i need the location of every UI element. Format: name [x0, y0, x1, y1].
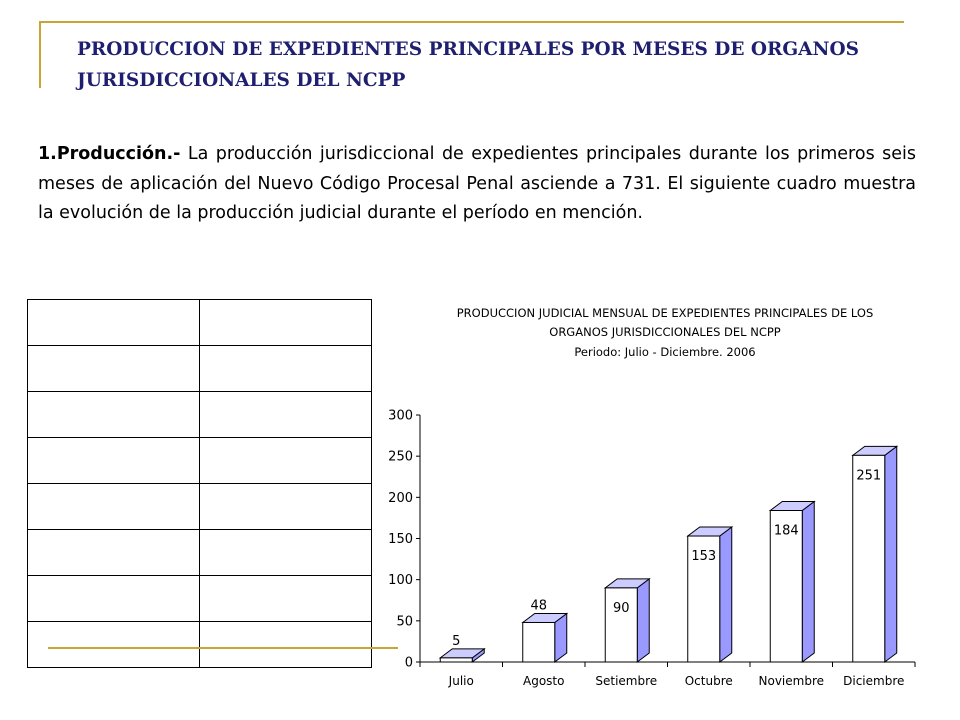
bar-side-face: [802, 502, 814, 662]
table-body: [28, 300, 372, 668]
table-cell: [200, 484, 372, 530]
table-row: [28, 622, 372, 668]
y-tick-label: 300: [388, 408, 413, 424]
bar-side-face: [637, 579, 649, 662]
chart-title-line: Periodo: Julio - Diciembre. 2006: [574, 345, 756, 359]
table-cell: [28, 576, 200, 622]
data-label: 48: [530, 598, 548, 614]
production-paragraph: [38, 140, 916, 229]
table-cell: [200, 346, 372, 392]
table-cell: [28, 530, 200, 576]
table-row: [28, 346, 372, 392]
table-row: [28, 576, 372, 622]
x-tick-label: Octubre: [684, 674, 733, 688]
table-row: [28, 484, 372, 530]
data-label: 153: [691, 549, 717, 565]
table-cell: [28, 300, 200, 346]
data-label: 5: [452, 633, 461, 649]
data-label: 90: [612, 600, 630, 616]
y-tick-label: 50: [396, 614, 413, 630]
chart-title-line: ORGANOS JURISDICCIONALES DEL NCPP: [549, 325, 781, 339]
paragraph-lead: 1.Producción.-: [38, 144, 181, 164]
chart-title-line: PRODUCCION JUDICIAL MENSUAL DE EXPEDIENTES PRINCIPALES DE LOS: [456, 306, 874, 320]
table-cell: [28, 392, 200, 438]
table-row: [28, 530, 372, 576]
y-tick-label: 0: [404, 655, 413, 671]
left-decorative-rule: [39, 21, 41, 88]
table-cell: [200, 300, 372, 346]
table-row: [28, 300, 372, 346]
bar: [523, 622, 555, 662]
table-cell: [200, 622, 372, 668]
y-tick-label: 200: [388, 490, 413, 506]
table-row: [28, 392, 372, 438]
y-tick-label: 100: [388, 573, 413, 589]
x-tick-label: Julio: [448, 674, 474, 688]
production-bar-chart: [360, 290, 940, 700]
table-cell: [28, 622, 200, 668]
empty-data-table: [27, 299, 372, 668]
table-cell: [28, 438, 200, 484]
table-cell: [200, 576, 372, 622]
data-label: 184: [773, 523, 799, 539]
table-cell: [200, 392, 372, 438]
bar: [853, 455, 885, 662]
top-decorative-rule: [40, 21, 904, 23]
table-row: [28, 438, 372, 484]
bar: [605, 588, 637, 662]
data-label: 251: [856, 468, 882, 484]
bar-side-face: [720, 527, 732, 662]
bar-side-face: [885, 446, 897, 662]
x-tick-label: Agosto: [523, 674, 565, 688]
bottom-decorative-rule: [48, 647, 398, 649]
table-cell: [200, 438, 372, 484]
paragraph-body: La producción jurisdiccional de expedientes principales durante los primeros seis meses de aplicación del Nuevo Código Procesal Penal asciende a 731. El siguiente cuadro muestra la evolución de la producción judicial durante el período en mención.: [38, 144, 916, 223]
x-tick-label: Noviembre: [758, 674, 824, 688]
x-tick-label: Setiembre: [595, 674, 658, 688]
y-tick-label: 250: [388, 449, 413, 465]
bar: [440, 658, 472, 662]
slide-title: PRODUCCION DE EXPEDIENTES PRINCIPALES POR MESES DE ORGANOS JURISDICCIONALES DEL NCPP: [77, 39, 859, 91]
y-tick-label: 150: [388, 532, 413, 547]
table-cell: [28, 484, 200, 530]
table-cell: [28, 346, 200, 392]
table-cell: [200, 530, 372, 576]
x-tick-label: Diciembre: [843, 674, 905, 688]
